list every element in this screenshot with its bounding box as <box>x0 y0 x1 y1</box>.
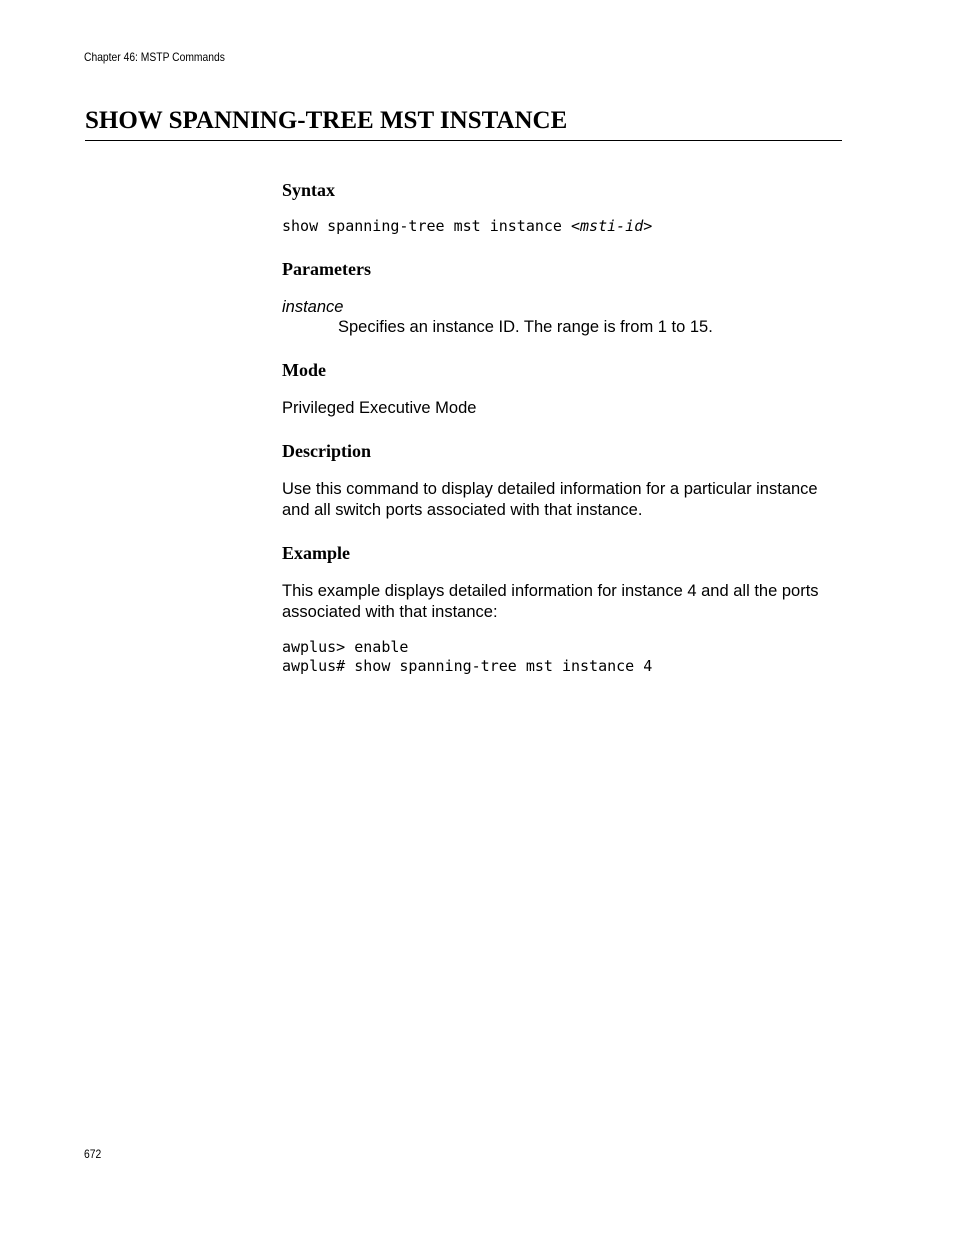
parameter-term: instance <box>282 298 344 316</box>
mode-text: Privileged Executive Mode <box>282 399 477 417</box>
title-rule <box>85 140 842 141</box>
page-title: SHOW SPANNING-TREE MST INSTANCE <box>85 107 568 134</box>
description-text: Use this command to display detailed information for a particular instance and all switch ports associated with that instance. <box>282 480 818 519</box>
example-code-line: awplus# show spanning-tree mst instance 4 <box>282 657 653 675</box>
syntax-arg-close: > <box>643 217 653 235</box>
mode-heading: Mode <box>282 360 326 380</box>
description-heading: Description <box>282 441 371 461</box>
page-number: 672 <box>84 1147 102 1161</box>
example-code-line: awplus> enable <box>282 638 409 656</box>
parameter-description: Specifies an instance ID. The range is from 1 to 15. <box>338 318 713 336</box>
syntax-command-text: show spanning-tree mst instance <box>282 217 571 235</box>
parameters-heading: Parameters <box>282 259 371 279</box>
syntax-argument: msti-id <box>580 217 644 235</box>
syntax-command <box>282 217 652 236</box>
example-heading: Example <box>282 543 351 563</box>
syntax-heading: Syntax <box>282 180 336 200</box>
running-header: Chapter 46: MSTP Commands <box>84 50 225 64</box>
example-text: This example displays detailed information for instance 4 and all the ports associated with that instance: <box>282 582 819 621</box>
syntax-arg-open: < <box>570 217 581 235</box>
